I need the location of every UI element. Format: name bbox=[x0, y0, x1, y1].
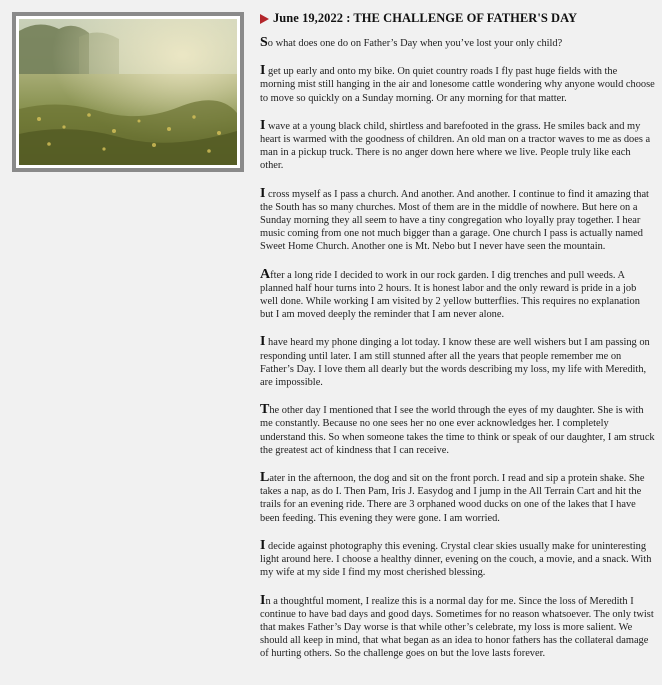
drop-cap: I bbox=[260, 334, 266, 350]
paragraph-text: he other day I mentioned that I see the world through the eyes of my daughter. She is with me constantly. Because no one sees her no one ever acknowledges her. I completely understand this. So when someone takes the time to think or speak of our daughter, I am struck the greatest act of kindness that I can receive. bbox=[260, 405, 655, 456]
paragraph-text: ater in the afternoon, the dog and sit on the front porch. I read and sip a protein shake. She takes a nap, as do I. Then Pam, Iris J. Easydog and I jump in the All Terrain Cart and hit the trails for an evening ride. There are 3 orphaned wood ducks on one of the lakes that I have been feeding. This evening they were gone. I am worried. bbox=[260, 473, 645, 524]
paragraph bbox=[260, 594, 655, 661]
paragraph bbox=[260, 119, 655, 173]
paragraph bbox=[260, 187, 655, 254]
drop-cap: I bbox=[260, 592, 266, 608]
paragraph-text: have heard my phone dinging a lot today. I know these are well wishers but I am passing on responding until later. I am still stunned after all the years that people remember me on Father’s Day. I love them all dearly but the words describing my loss, my life with Meredith, are impossible. bbox=[260, 337, 650, 389]
drop-cap: A bbox=[260, 266, 271, 282]
article-title: June 19,2022 : THE CHALLENGE OF FATHER'S DAY bbox=[273, 11, 578, 25]
paragraph-text: o what does one do on Father’s Day when you’ve lost your only child? bbox=[267, 38, 563, 49]
article-body bbox=[260, 36, 655, 661]
paragraph bbox=[260, 36, 655, 50]
article-header bbox=[260, 11, 655, 26]
drop-cap: S bbox=[260, 35, 268, 50]
drop-cap: I bbox=[260, 537, 266, 553]
paragraph-text: cross myself as I pass a church. And another. And another. I continue to find it amazing that the South has so many churches. Most of them are in the middle of nowhere. But here on a Sunday morning they all seem to have a tiny congregation who loyally pray together. I hear music coming from one not much bigger than a garage. One church I pass is actually named Sweet Home Church. Another one is Mt. Nebo but I never have seen the mountain. bbox=[260, 188, 649, 253]
drop-cap: T bbox=[260, 402, 270, 418]
drop-cap: L bbox=[260, 470, 270, 486]
drop-cap: I bbox=[260, 185, 266, 201]
misty-meadow-photo bbox=[19, 19, 237, 165]
drop-cap: I bbox=[260, 117, 266, 133]
paragraph-text: get up early and onto my bike. On quiet country roads I fly past huge fields with the morning mist still hanging in the air and lonesome cattle wondering why anyone would choose to move so quickly on a Sunday morning. Or any morning for that matter. bbox=[260, 66, 655, 104]
paragraph bbox=[260, 64, 655, 105]
paragraph-text: decide against photography this evening. Crystal clear skies usually make for uninteresting light around here. I choose a healthy dinner, evening on the couch, a movie, and a snack. With my wife at my side I find my most cherished blessing. bbox=[260, 540, 652, 579]
photo-frame bbox=[12, 12, 244, 172]
paragraph bbox=[260, 335, 655, 389]
paragraph bbox=[260, 268, 655, 322]
paragraph bbox=[260, 471, 655, 525]
paragraph bbox=[260, 403, 655, 457]
drop-cap: I bbox=[260, 63, 266, 79]
paragraph-text: n a thoughtful moment, I realize this is a normal day for me. Since the loss of Meredith I continue to have bad days and good days. Sometimes for no reason whatsoever. The only twist that makes Father’s Day worse is that while other’s celebrate, my loss is more salient. We should all keep in mind, that what began as an idea to honor fathers has the collateral damage of hurting others. So the challenge goes on but the love lasts forever. bbox=[260, 595, 654, 660]
paragraph-text: fter a long ride I decided to work in our rock garden. I dig trenches and pull weeds. A planned half hour turns into 2 hours. It is honest labor and the only reward is pride in a job well done. While working I am visited by 2 yellow butterflies. This requires no explanation but I am moved deeply the reminder that I am never alone. bbox=[260, 269, 640, 321]
paragraph-text: wave at a young black child, shirtless and barefooted in the grass. He smiles back and my heart is warmed with the goodness of children. An old man on a tractor waves to me as does a man in a pickup truck. There is no anger down here where we live. People truly like each other. bbox=[260, 120, 651, 172]
article bbox=[260, 11, 655, 675]
paragraph bbox=[260, 539, 655, 580]
red-triangle-bullet-icon bbox=[260, 14, 269, 24]
